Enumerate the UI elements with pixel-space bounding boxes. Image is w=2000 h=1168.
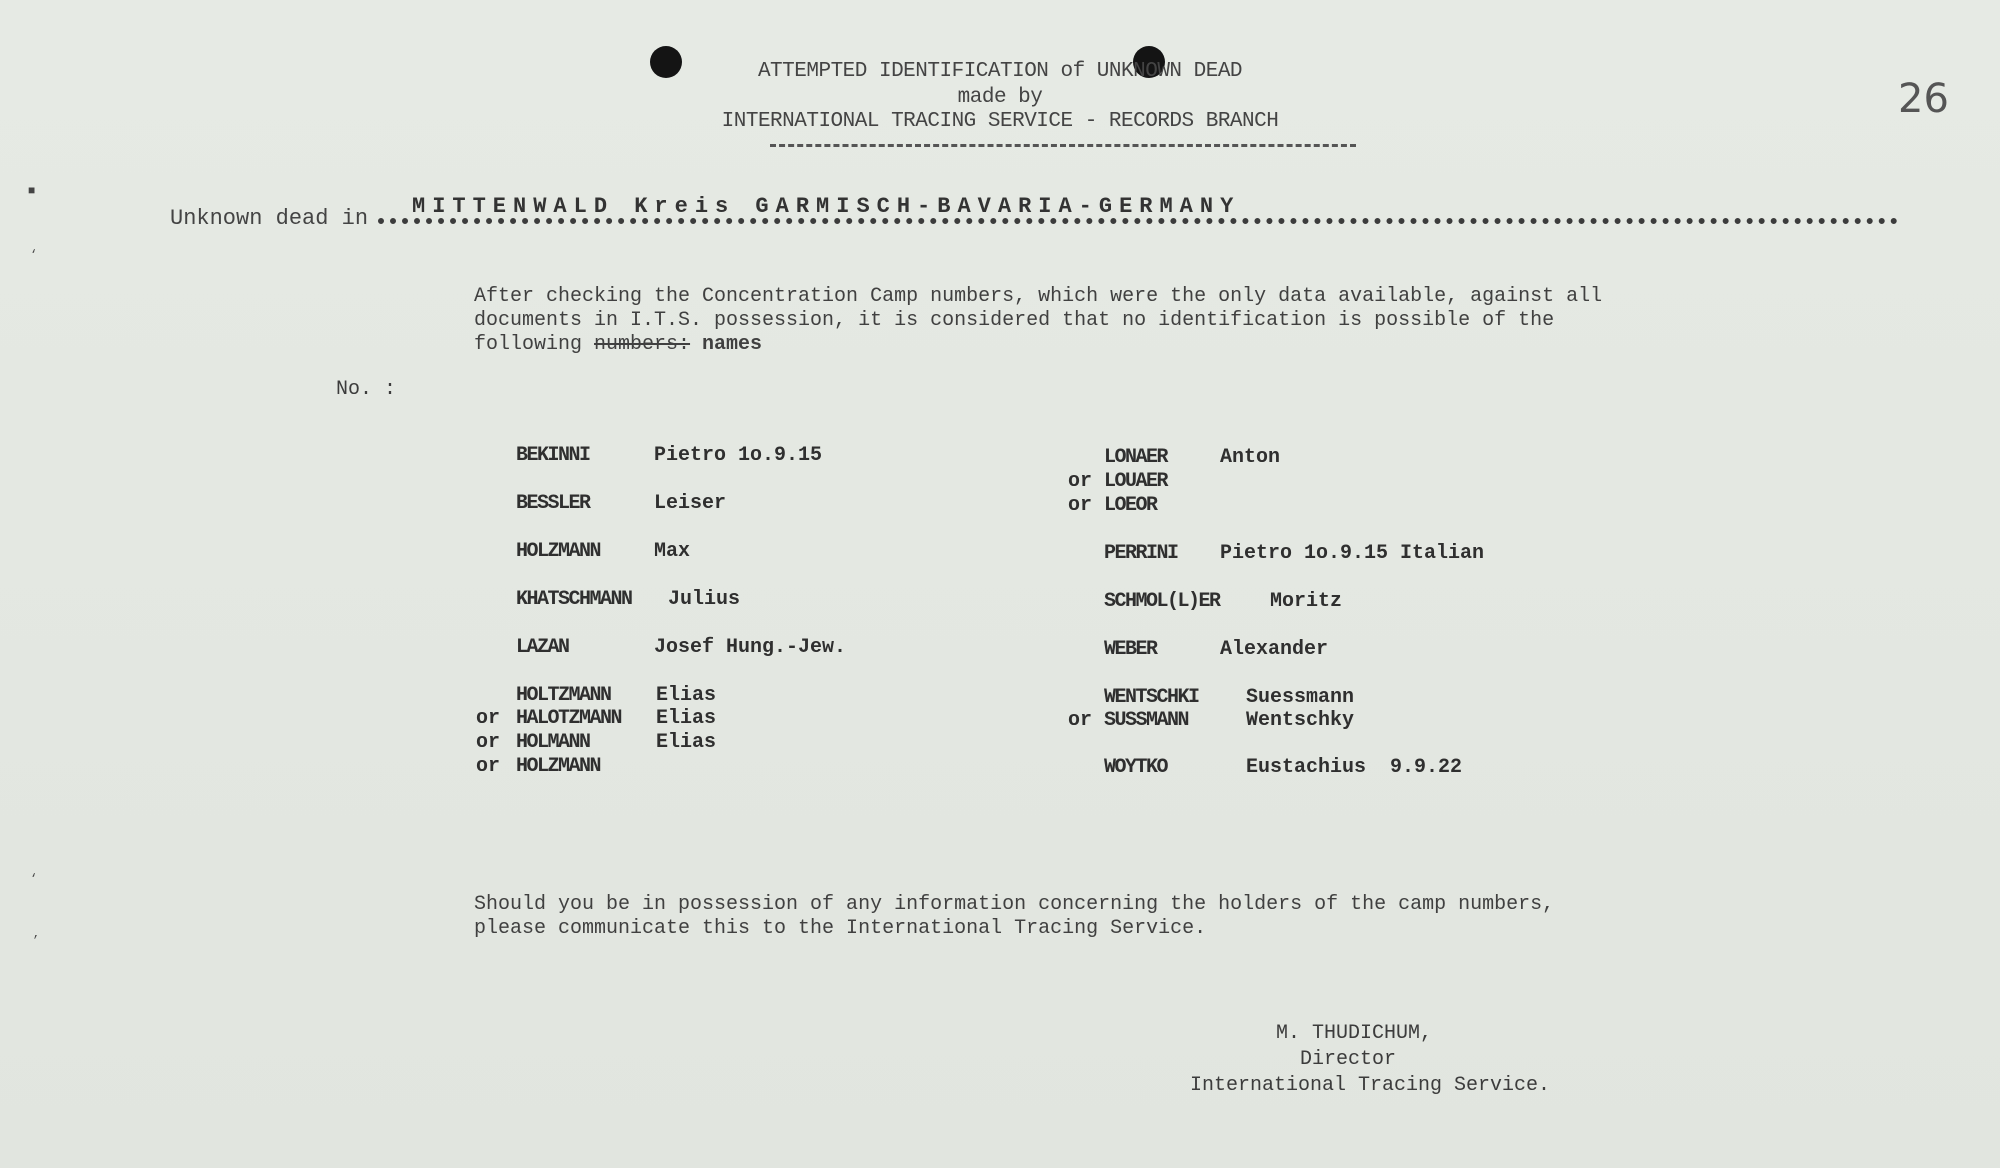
surname: LOEOR (1104, 494, 1157, 517)
unknown-dead-place: MITTENWALD Kreis GARMISCH-BAVARIA-GERMANY (412, 194, 1241, 219)
signature-org: International Tracing Service. (1190, 1074, 1551, 1097)
closing-line-2: please communicate this to the International Tracing Service. (474, 917, 1207, 940)
header-line-2: made by (957, 86, 1043, 109)
given-name: Suessmann (1246, 686, 1355, 709)
surname: LOUAER (1104, 470, 1168, 493)
or-label: or (476, 707, 501, 730)
surname: HOLZMANN (516, 755, 601, 778)
given-name: Alexander (1220, 638, 1329, 661)
given-name: Elias (656, 731, 717, 754)
dotted-line (378, 218, 1898, 224)
header-line-3: INTERNATIONAL TRACING SERVICE - RECORDS BRANCH (721, 110, 1279, 133)
given-name: Max (654, 540, 691, 563)
given-name: Julius (668, 588, 741, 611)
given-name: Leiser (654, 492, 727, 515)
surname: PERRINI (1104, 542, 1178, 565)
surname: BESSLER (516, 492, 590, 515)
name-entry (516, 755, 601, 824)
number-label: No. : (336, 378, 397, 401)
surname: KHATSCHMANN (516, 588, 632, 611)
margin-mark: ‘ (30, 872, 38, 886)
surname: SUSSMANN (1104, 709, 1189, 732)
margin-mark: ’ (32, 934, 40, 948)
surname: HOLMANN (516, 731, 590, 754)
given-name: Josef Hung.-Jew. (654, 636, 847, 659)
intro-line-3-suffix: names (690, 333, 763, 356)
given-name: Elias (656, 707, 717, 730)
or-label: or (476, 755, 501, 778)
intro-line-2: documents in I.T.S. possession, it is considered that no identification is possible of the (474, 309, 1555, 332)
surname: BEKINNI (516, 444, 590, 467)
surname: SCHMOL(L)ER (1104, 590, 1220, 613)
or-label: or (1068, 709, 1093, 732)
intro-line-1: After checking the Concentration Camp numbers, which were the only data available, against all (474, 285, 1603, 308)
page-number: 26 (1898, 76, 1949, 122)
or-label: or (476, 731, 501, 754)
header-line-1: ATTEMPTED IDENTIFICATION of UNKNOWN DEAD (757, 60, 1243, 83)
given-name: Elias (656, 684, 717, 707)
closing-line-1: Should you be in possession of any information concerning the holders of the camp numbers, (474, 893, 1555, 916)
surname: WOYTKO (1104, 756, 1168, 779)
or-label: or (1068, 470, 1093, 493)
surname: LAZAN (516, 636, 569, 659)
given-name: Anton (1220, 446, 1281, 469)
intro-line-3 (474, 332, 762, 357)
given-name: Eustachius 9.9.22 (1246, 756, 1463, 779)
header-underline (770, 144, 1356, 147)
surname: HALOTZMANN (516, 707, 622, 730)
margin-mark: ■ (28, 184, 36, 198)
signature-name: M. THUDICHUM, (1276, 1022, 1433, 1045)
given-name: Pietro 1o.9.15 Italian (1220, 542, 1485, 565)
margin-mark: ‘ (30, 248, 38, 262)
surname: HOLTZMANN (516, 684, 611, 707)
surname: WEBER (1104, 638, 1157, 661)
surname: LONAER (1104, 446, 1168, 469)
name-entry (1104, 756, 1463, 848)
given-name: Moritz (1270, 590, 1343, 613)
given-name: Pietro 1o.9.15 (654, 444, 823, 467)
unknown-dead-label: Unknown dead in (170, 206, 369, 231)
given-name: Wentschky (1246, 709, 1355, 732)
intro-line-3-prefix: following (474, 333, 595, 356)
surname: WENTSCHKI (1104, 686, 1199, 709)
surname: HOLZMANN (516, 540, 601, 563)
signature-title: Director (1300, 1048, 1397, 1071)
struck-word: numbers: (594, 333, 691, 356)
or-label: or (1068, 494, 1093, 517)
